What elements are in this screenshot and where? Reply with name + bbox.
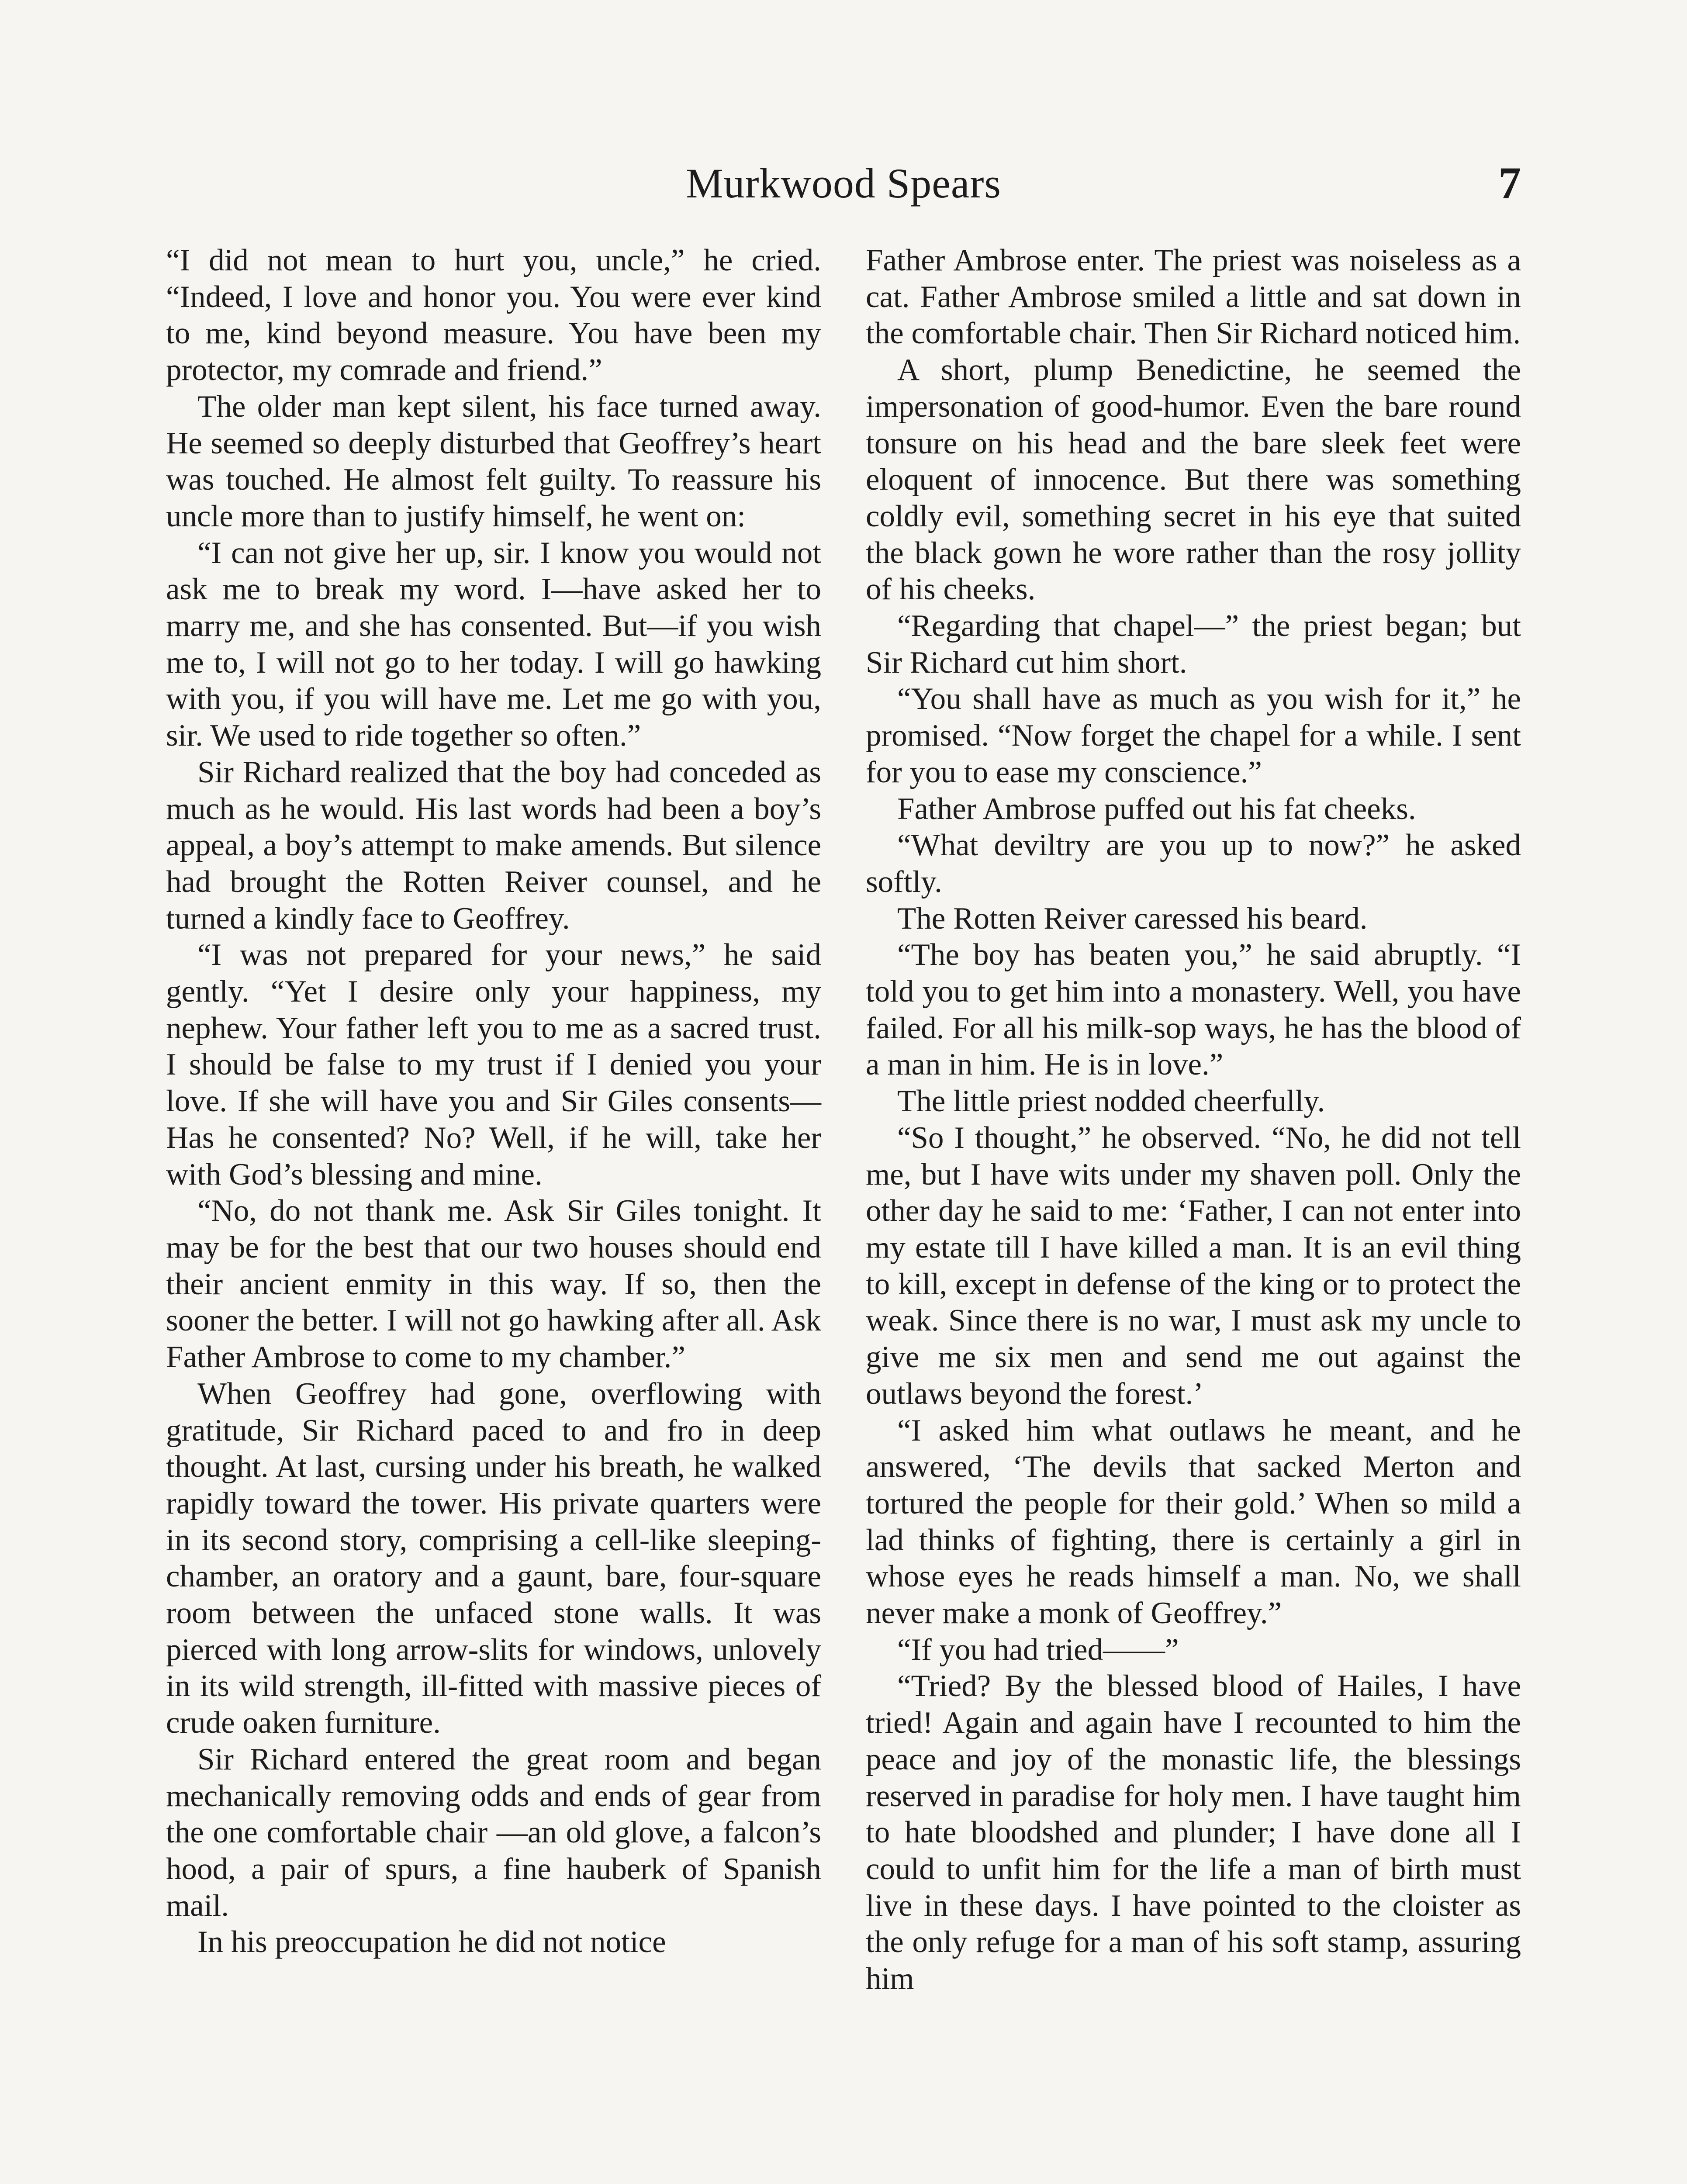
paragraph: “If you had tried——” [897, 1632, 1179, 1667]
paragraph: The Rotten Reiver caressed his beard. [897, 901, 1368, 936]
paragraph: “The boy has beaten you,” he said abruptly. “I told you to get him into a monastery. Well, you have failed. For all his milk-sop ways, he has the blood of a man in him. He is in love.” [866, 938, 1521, 1082]
paragraph: Sir Richard realized that the boy had conceded as much as he would. His last words had been a boy’s appeal, a boy’s attempt to make amends. But silence had brought the Rotten Reiver counsel, and he turned a kindly face to Geoffrey. [166, 755, 821, 936]
paragraph: In his preoccupation he did not notice [197, 1925, 666, 1959]
paragraph: “Tried? By the blessed blood of Hailes, I have tried! Again and again have I recounted to him the peace and joy of the monastic life, the blessings reserved in paradise for holy men. I have taught him to hate bloodshed and plunder; I have done all I could to unfit him for the life a man of birth must live in these days. I have pointed to the cloister as the only refuge for a man of his soft stamp, assuring him [866, 1669, 1521, 1996]
paragraph: Father Ambrose enter. The priest was noiseless as a cat. Father Ambrose smiled a little and sat down in the comfortable chair. Then Sir Richard noticed him. [866, 243, 1521, 351]
paragraph: “So I thought,” he observed. “No, he did not tell me, but I have wits under my shaven poll. Only the other day he said to me: ‘Father, I can not enter into my estate till I have killed a man. It is an evil thing to kill, except in defense of the king or to protect the weak. Since there is no war, I must ask my uncle to give me six men and send me out against the outlaws beyond the forest.’ [866, 1120, 1521, 1411]
paragraph: Sir Richard entered the great room and began mechanically removing odds and ends of gear from the one comfortable chair —an old glove, a falcon’s hood, a pair of spurs, a fine hauberk of Spanish mail. [166, 1742, 821, 1923]
right-column [866, 242, 1521, 2184]
paragraph: “I was not prepared for your news,” he said gently. “Yet I desire only your happiness, my nephew. Your father left you to me as a sacred trust. I should be false to my trust if I denied you your love. If she will have you and Sir Giles consents—Has he consented? No? Well, if he will, take her with God’s blessing and mine. [166, 938, 821, 1192]
paragraph: The little priest nodded cheerfully. [897, 1084, 1325, 1119]
page-number: 7 [1498, 158, 1521, 208]
text-columns [166, 242, 1521, 2184]
paragraph: “No, do not thank me. Ask Sir Giles tonight. It may be for the best that our two houses should end their ancient enmity in this way. If so, then the sooner the better. I will not go hawking after all. Ask Father Ambrose to come to my chamber.” [166, 1194, 821, 1375]
paragraph: “I did not mean to hurt you, uncle,” he cried. “Indeed, I love and honor you. You were ever kind to me, kind beyond measure. You have been my protector, my comrade and friend.” [166, 243, 821, 387]
page-header [166, 149, 1521, 218]
paragraph: “You shall have as much as you wish for it,” he promised. “Now forget the chapel for a while. I sent for you to ease my conscience.” [866, 682, 1521, 789]
paragraph: The older man kept silent, his face turned away. He seemed so deeply disturbed that Geoffrey’s heart was touched. He almost felt guilty. To reassure his uncle more than to justify himself, he went on: [166, 389, 821, 533]
paragraph: “Regarding that chapel—” the priest began; but Sir Richard cut him short. [866, 609, 1521, 680]
paragraph: “I can not give her up, sir. I know you would not ask me to break my word. I—have asked her to marry me, and she has consented. But—if you wish me to, I will not go to her today. I will go hawking with you, if you will have me. Let me go with you, sir. We used to ride together so often.” [166, 536, 821, 753]
running-title: Murkwood Spears [686, 160, 1001, 207]
left-column [166, 242, 821, 2184]
paragraph: “What deviltry are you up to now?” he asked softly. [866, 828, 1521, 899]
paragraph: Father Ambrose puffed out his fat cheeks. [897, 791, 1416, 826]
paragraph: When Geoffrey had gone, overflowing with gratitude, Sir Richard paced to and fro in deep thought. At last, cursing under his breath, he walked rapidly toward the tower. His private quarters were in its second story, comprising a cell-like sleeping-chamber, an oratory and a gaunt, bare, four-square room between the unfaced stone walls. It was pierced with long arrow-slits for windows, unlovely in its wild strength, ill-fitted with massive pieces of crude oaken furniture. [166, 1376, 821, 1740]
paragraph: A short, plump Benedictine, he seemed the impersonation of good-humor. Even the bare round tonsure on his head and the bare sleek feet were eloquent of innocence. But there was something coldly evil, something secret in his eye that suited the black gown he wore rather than the rosy jollity of his cheeks. [866, 353, 1521, 607]
paragraph: “I asked him what outlaws he meant, and he answered, ‘The devils that sacked Merton and tortured the people for their gold.’ When so mild a lad thinks of fighting, there is certainly a girl in whose eyes he reads himself a man. No, we shall never make a monk of Geoffrey.” [866, 1413, 1521, 1631]
